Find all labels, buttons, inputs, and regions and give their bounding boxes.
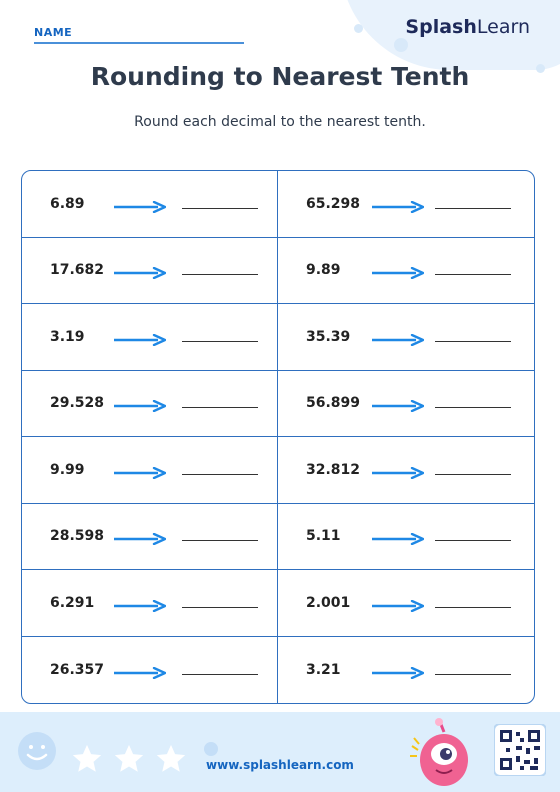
problem-cell xyxy=(278,570,534,637)
answer-blank[interactable] xyxy=(435,208,511,209)
decimal-number: 6.89 xyxy=(50,195,85,212)
arrow-right-icon xyxy=(372,198,424,217)
decimal-number: 9.99 xyxy=(50,461,85,478)
problem-cell xyxy=(278,637,534,704)
arrow-right-icon xyxy=(372,264,424,283)
problem-cell xyxy=(278,171,534,238)
problem-cell xyxy=(22,371,278,438)
website-link[interactable]: www.splashlearn.com xyxy=(206,758,354,772)
decimal-number: 17.682 xyxy=(50,262,105,279)
arrow-right-icon xyxy=(114,397,166,416)
answer-blank[interactable] xyxy=(182,208,258,209)
answer-blank[interactable] xyxy=(435,474,511,475)
arrow-right-icon xyxy=(114,264,166,283)
answer-blank[interactable] xyxy=(435,607,511,608)
problems-grid xyxy=(21,170,535,704)
problem-cell xyxy=(22,171,278,238)
qr-code-icon[interactable] xyxy=(494,724,546,776)
decimal-number: 5.11 xyxy=(306,528,341,545)
answer-blank[interactable] xyxy=(182,674,258,675)
arrow-right-icon xyxy=(114,198,166,217)
brand-bold: Splash xyxy=(405,16,477,38)
arrow-right-icon xyxy=(372,530,424,549)
brand-logo xyxy=(405,16,530,38)
arrow-right-icon xyxy=(372,597,424,616)
name-line[interactable] xyxy=(34,42,244,44)
answer-blank[interactable] xyxy=(182,540,258,541)
arrow-right-icon xyxy=(114,530,166,549)
problem-cell xyxy=(22,238,278,305)
decimal-number: 9.89 xyxy=(306,262,341,279)
arrow-right-icon xyxy=(114,597,166,616)
answer-blank[interactable] xyxy=(435,674,511,675)
arrow-right-icon xyxy=(372,464,424,483)
problem-cell xyxy=(22,637,278,704)
answer-blank[interactable] xyxy=(182,474,258,475)
problem-cell xyxy=(22,504,278,571)
problem-cell xyxy=(278,504,534,571)
page-title: Rounding to Nearest Tenth xyxy=(90,62,470,91)
decimal-number: 3.19 xyxy=(50,328,85,345)
answer-blank[interactable] xyxy=(435,274,511,275)
problem-cell xyxy=(278,371,534,438)
answer-blank[interactable] xyxy=(182,341,258,342)
decimal-number: 65.298 xyxy=(306,195,361,212)
problem-cell xyxy=(22,304,278,371)
problem-cell xyxy=(22,570,278,637)
answer-blank[interactable] xyxy=(182,607,258,608)
decor-dot xyxy=(354,24,363,33)
decimal-number: 3.21 xyxy=(306,661,341,678)
problem-cell xyxy=(278,304,534,371)
arrow-right-icon xyxy=(372,331,424,350)
decimal-number: 32.812 xyxy=(306,461,361,478)
arrow-right-icon xyxy=(114,664,166,683)
name-label: NAME xyxy=(34,26,73,39)
arrow-right-icon xyxy=(114,464,166,483)
decimal-number: 6.291 xyxy=(50,594,95,611)
decimal-number: 26.357 xyxy=(50,661,105,678)
decimal-number: 29.528 xyxy=(50,395,105,412)
answer-blank[interactable] xyxy=(435,341,511,342)
answer-blank[interactable] xyxy=(182,274,258,275)
answer-blank[interactable] xyxy=(435,407,511,408)
arrow-right-icon xyxy=(372,664,424,683)
decor-dot xyxy=(204,742,218,756)
problem-cell xyxy=(278,437,534,504)
mascot-icon xyxy=(406,718,482,788)
decimal-number: 28.598 xyxy=(50,528,105,545)
answer-blank[interactable] xyxy=(182,407,258,408)
problem-cell xyxy=(278,238,534,305)
answer-blank[interactable] xyxy=(435,540,511,541)
brand-light: Learn xyxy=(476,16,530,38)
arrow-right-icon xyxy=(372,397,424,416)
decor-dot xyxy=(394,38,408,52)
problem-cell xyxy=(22,437,278,504)
arrow-right-icon xyxy=(114,331,166,350)
instruction-text: Round each decimal to the nearest tenth. xyxy=(134,114,426,130)
decimal-number: 35.39 xyxy=(306,328,351,345)
decimal-number: 56.899 xyxy=(306,395,361,412)
decimal-number: 2.001 xyxy=(306,594,351,611)
